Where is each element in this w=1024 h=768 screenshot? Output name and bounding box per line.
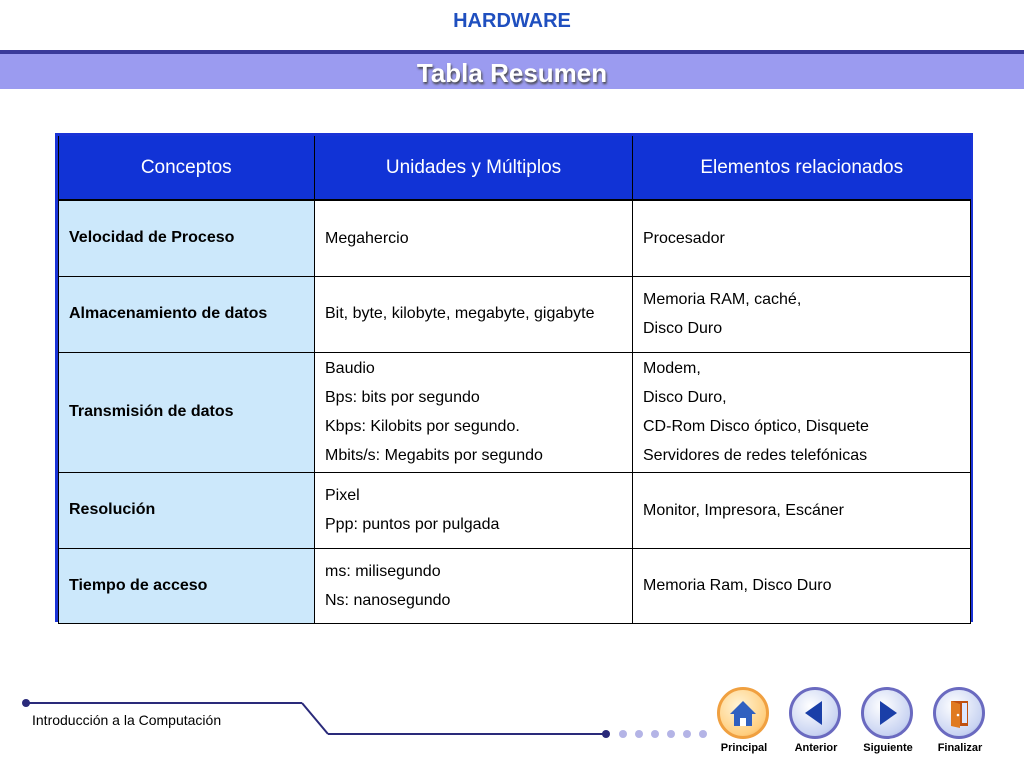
concept-cell: Velocidad de Proceso	[59, 200, 315, 276]
units-cell: Pixel Ppp: puntos por pulgada	[315, 472, 633, 548]
column-header-concepts: Conceptos	[59, 136, 315, 200]
column-header-units: Unidades y Múltiplos	[315, 136, 633, 200]
units-cell: Bit, byte, kilobyte, megabyte, gigabyte	[315, 276, 633, 352]
arrow-right-icon	[864, 690, 910, 736]
next-label: Siguiente	[863, 742, 913, 754]
concept-cell: Resolución	[59, 472, 315, 548]
elements-cell: Modem, Disco Duro, CD-Rom Disco óptico, Disquete Servidores de redes telefónicas	[633, 352, 971, 472]
concept-cell: Tiempo de acceso	[59, 548, 315, 623]
elements-cell: Monitor, Impresora, Escáner	[633, 472, 971, 548]
course-name: Introducción a la Computación	[32, 712, 222, 728]
table-row	[59, 200, 971, 276]
previous-label: Anterior	[794, 742, 838, 754]
elements-cell: Memoria RAM, caché, Disco Duro	[633, 276, 971, 352]
exit-label: Finalizar	[937, 742, 983, 754]
units-cell: ms: milisegundo Ns: nanosegundo	[315, 548, 633, 623]
exit-button[interactable]	[933, 687, 985, 739]
summary-table	[55, 133, 973, 622]
table-row	[59, 548, 971, 623]
column-header-elements: Elementos relacionados	[633, 136, 971, 200]
arrow-left-icon	[792, 690, 838, 736]
units-cell: Megahercio	[315, 200, 633, 276]
home-label: Principal	[720, 742, 768, 754]
elements-cell: Procesador	[633, 200, 971, 276]
previous-button[interactable]	[789, 687, 841, 739]
table-row	[59, 352, 971, 472]
home-button[interactable]	[717, 687, 769, 739]
slide-title: Tabla Resumen	[416, 58, 608, 88]
concept-cell: Transmisión de datos	[59, 352, 315, 472]
concept-cell: Almacenamiento de datos	[59, 276, 315, 352]
units-cell: Baudio Bps: bits por segundo Kbps: Kilobits por segundo. Mbits/s: Megabits por segundo	[315, 352, 633, 472]
table-row	[59, 276, 971, 352]
table-header-row	[59, 136, 971, 200]
table-row	[59, 472, 971, 548]
next-button[interactable]	[861, 687, 913, 739]
exit-door-icon	[936, 690, 982, 736]
elements-cell: Memoria Ram, Disco Duro	[633, 548, 971, 623]
home-icon	[720, 690, 766, 736]
slide-section-title: HARDWARE	[453, 10, 571, 32]
